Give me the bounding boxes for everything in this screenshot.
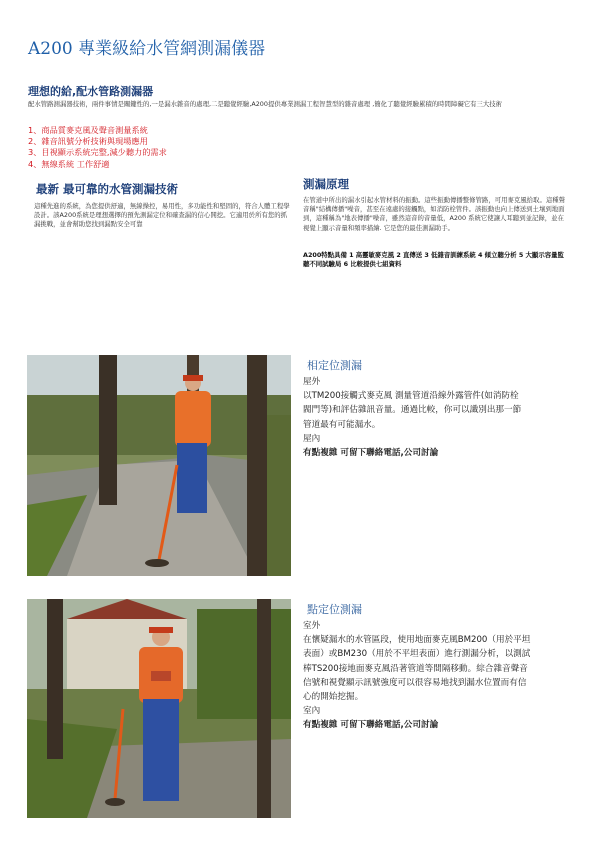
section2-line: 心的開始挖掘。: [303, 692, 364, 703]
left-column-text: 這種先進的系統，為您提供舒適，無線操控，易用性，多功能性和堅固的，符合人體工程學設計。該A200系統是理想選擇的預先測漏定位和確查漏的信心開挖。它適用於所有您的抓漏挑戰，並會幫助您找到漏點安全可靠: [34, 202, 290, 229]
right-column-heading: 測漏原理: [303, 177, 349, 191]
section1-title: 相定位測漏: [307, 359, 362, 372]
section2-body: [303, 619, 530, 733]
section2-line: 室外: [303, 621, 321, 631]
feature-item: 1、商品質麥克風及聲音測量系統: [28, 125, 148, 135]
intro-heading: 理想的給,配水管路測漏器: [28, 85, 154, 98]
section2-line: 表面）或BM230（用於不平坦表面）進行測漏分析，以測試: [303, 649, 531, 660]
section1-line: 閥門等)和評估雜訊音量。通過比較，你可以識別出那一節: [303, 405, 522, 416]
section2-title: 點定位測漏: [307, 603, 362, 616]
section1-line: 屋內: [303, 433, 321, 444]
section1-body: [303, 375, 521, 460]
section1-line: 以TM200接觸式麥克風 測量管道沿線外露管件(如消防栓: [303, 391, 519, 402]
intro-text: 配水管路測漏器技術，兩件事情是關鍵性的,一是漏水雜音的處理,二是聽覺經驗,A200提供專業測漏工程智慧型的雜音處理 ,簡化了聽覺經驗累積的時間障礙它有三大技術: [28, 100, 503, 108]
section1-line: 屋外: [303, 377, 321, 387]
section2-line: 信號和視覺顯示訊號強度可以很容易地找到漏水位置而有信: [303, 677, 527, 688]
photo-pinpoint-survey: [27, 599, 291, 818]
feature-item: 3、目視顯示系統完整,減少聽力的需求: [28, 147, 167, 158]
page-title: A200 專業級給水管網測漏儀器: [28, 39, 266, 59]
feature-item: 2、雜音訊號分析技術與現場應用: [28, 136, 148, 147]
features-summary: A200特點具備 1 高靈敏麥克風 2 直傳送 3 低雜音訓練系統 4 傾立聽分析 5 大顯示容量監聽不同試驗局 6 比較提供七組資料: [303, 251, 564, 269]
feature-list: [28, 125, 167, 170]
section1-line: 有點複雜 可留下聯絡電話,公司討論: [303, 448, 439, 459]
section1-line: 管道最有可能漏水。: [303, 419, 381, 430]
section2-line: 有點複雜 可留下聯絡電話,公司討論: [303, 720, 439, 731]
feature-item: 4、無線系統 工作舒適: [28, 158, 110, 169]
photo-outdoor-survey: [27, 355, 291, 576]
section2-line: 室內: [303, 706, 321, 717]
section2-line: 在懷疑漏水的水管區段，使用地面麥克風BM200（用於平坦: [303, 635, 531, 646]
right-column-text: 在管道中所出的漏水引起水管材料的振動。這些振動傳播整條管路，可用麥克風拾取。這種聲音稱"結構傳播"噪音，甚至在遠處的接觸點，如消防栓管件。該振動也向上傳送到土壤到地面到，這種稱為"地表傳播"噪音，雖然這音的音量低，A200 系統它使讓人耳聽到並記錄，並在視覺上顯示音量和頻率描繪. 它是您的最佳測漏助手。: [303, 196, 566, 232]
left-column-heading: 最新 最可靠的水管測漏技術: [36, 182, 179, 196]
section2-line: 棒TS200接地面麥克風沿著管道等間隔移動。綜合雜音聲音: [303, 663, 528, 674]
